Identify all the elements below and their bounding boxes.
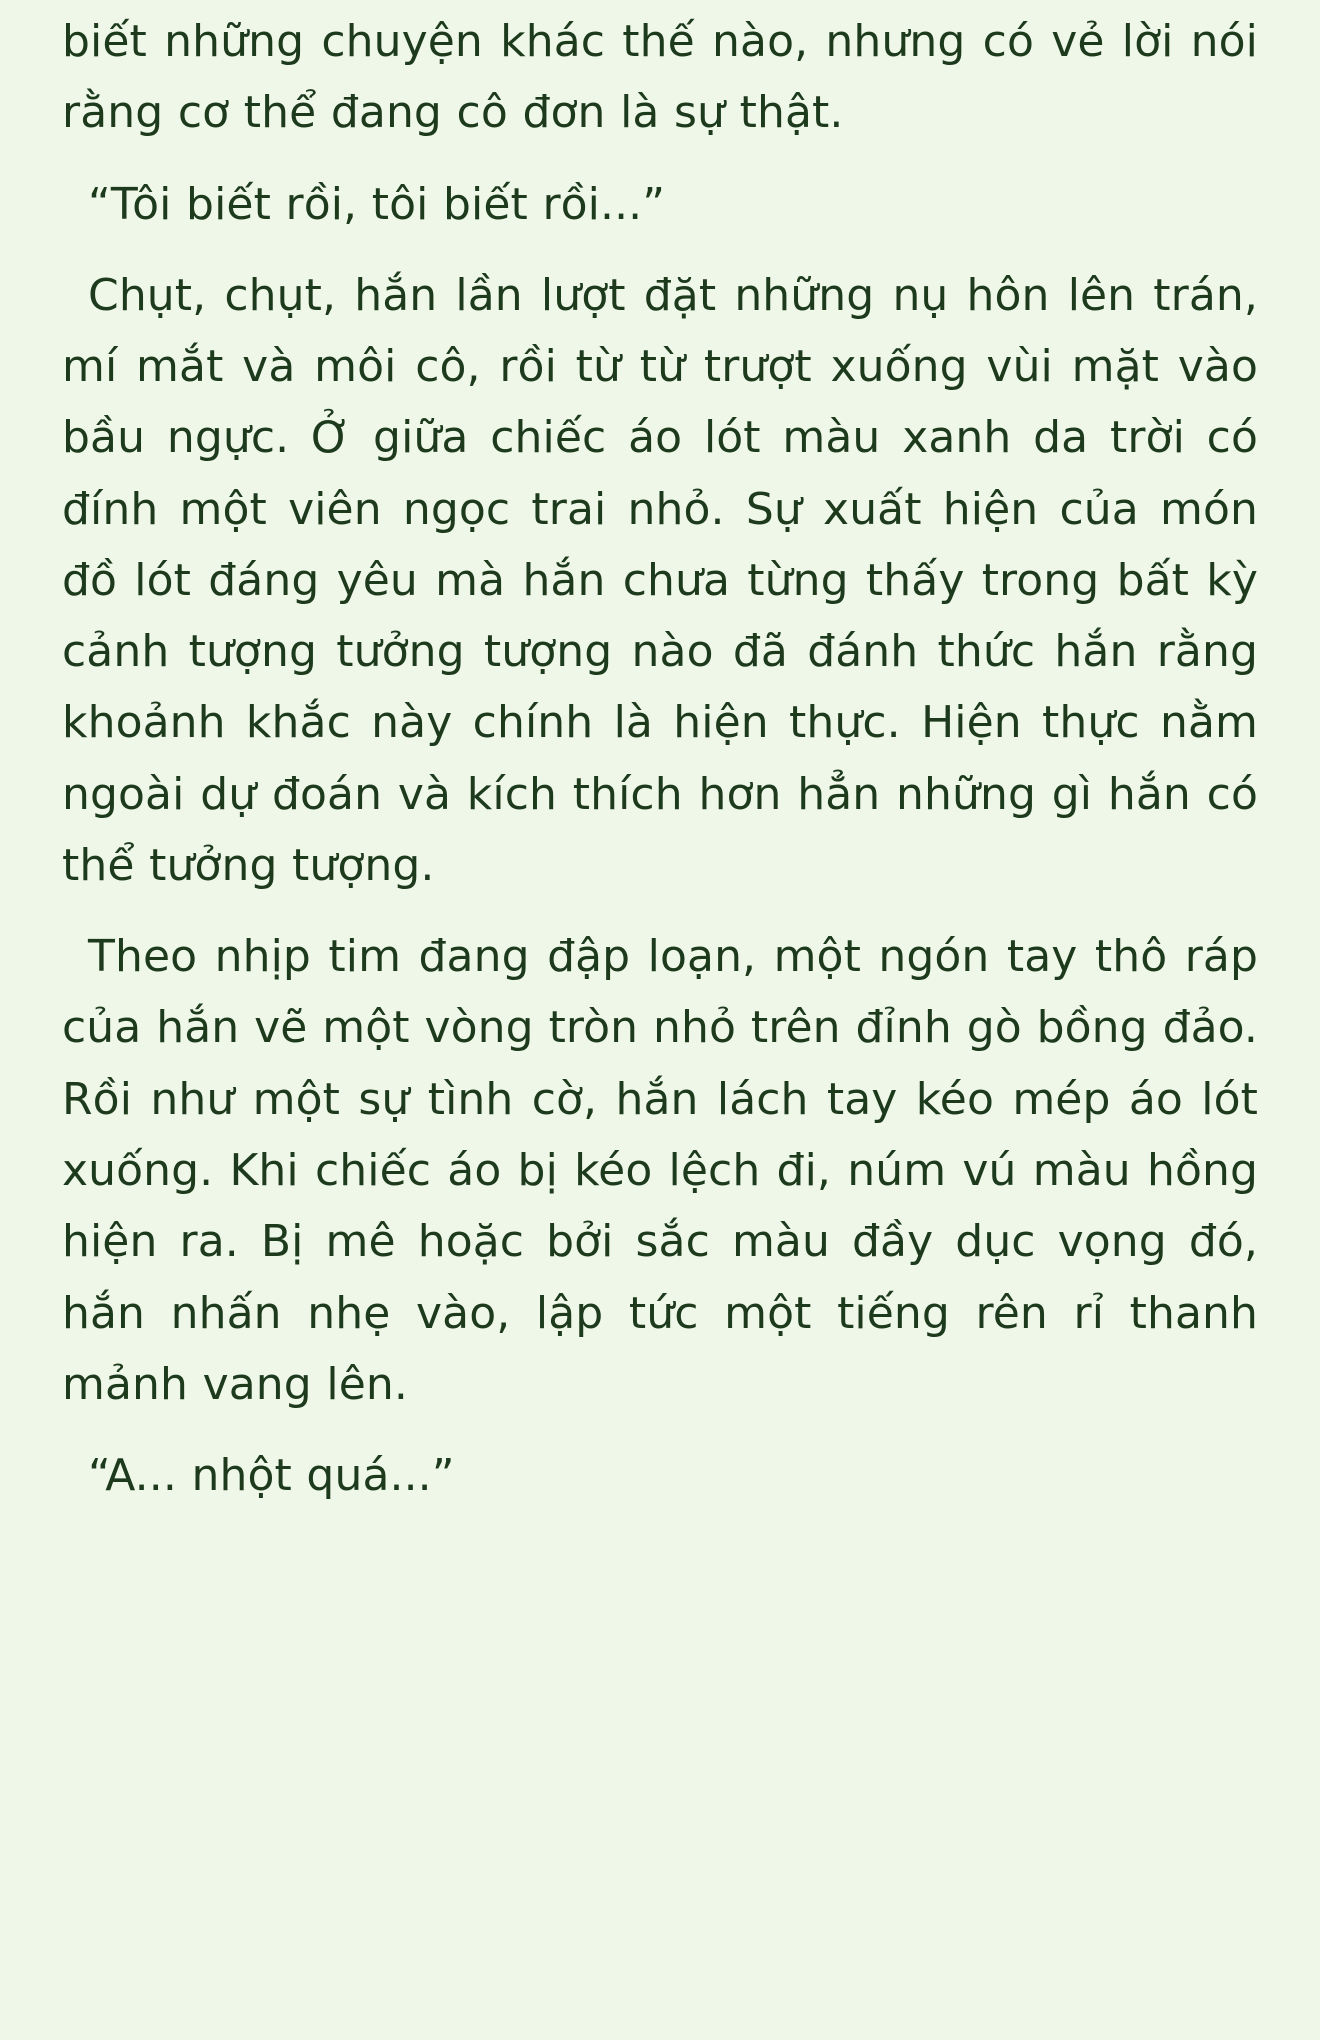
paragraph-2: Chụt, chụt, hắn lần lượt đặt những nụ hôn lên trán, mí mắt và môi cô, rồi từ từ trượt xuống vùi mặt vào bầu ngực. Ở giữa chiếc áo lót màu xanh da trời có đính một viên ngọc trai nhỏ. Sự xuất hiện của món đồ lót đáng yêu mà hắn chưa từng thấy trong bất kỳ cảnh tượng tưởng tượng nào đã đánh thức hắn rằng khoảnh khắc này chính là hiện thực. Hiện thực nằm ngoài dự đoán và kích thích hơn hẳn những gì hắn có thể tưởng tượng.: [62, 269, 1258, 891]
paragraph-3: Theo nhịp tim đang đập loạn, một ngón tay thô ráp của hắn vẽ một vòng tròn nhỏ trên đỉnh gò bồng đảo. Rồi như một sự tình cờ, hắn lách tay kéo mép áo lót xuống. Khi chiếc áo bị kéo lệch đi, núm vú màu hồng hiện ra. Bị mê hoặc bởi sắc màu đầy dục vọng đó, hắn nhấn nhẹ vào, lập tức một tiếng rên rỉ thanh mảnh vang lên.: [62, 931, 1258, 1410]
paragraph-dialogue-2: “A... nhột quá...”: [88, 1450, 455, 1502]
reader-text-body: [62, 0, 1258, 1511]
paragraph-dialogue-1: “Tôi biết rồi, tôi biết rồi...”: [88, 178, 666, 230]
paragraph-continuation: biết những chuyện khác thế nào, nhưng có vẻ lời nói rằng cơ thể đang cô đơn là sự thật.: [62, 16, 1258, 139]
